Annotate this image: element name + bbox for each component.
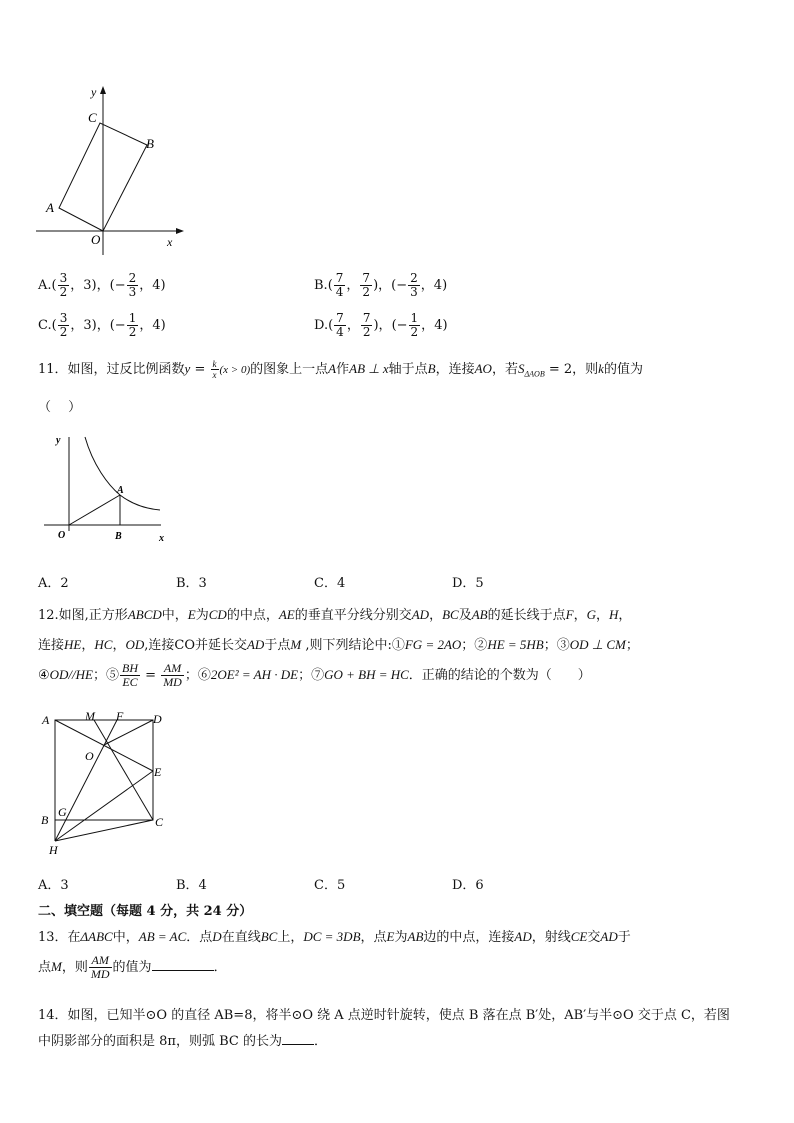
text: ， (573, 608, 587, 623)
math: E (386, 929, 395, 944)
value: 4 (434, 318, 443, 333)
q12-option-a[interactable]: A．3 (38, 878, 69, 893)
math: = (141, 668, 161, 683)
text: ， (81, 638, 95, 653)
label-E: E (154, 765, 162, 779)
denominator: 4 (335, 285, 344, 299)
math: HE (64, 637, 82, 652)
comma: ， (378, 278, 392, 293)
q14-stem-line2 (38, 1030, 327, 1049)
q12-option-c[interactable]: C．5 (314, 878, 346, 893)
math: AD (246, 637, 265, 652)
answer-blank[interactable] (282, 1044, 314, 1045)
segment-OD (104, 720, 153, 745)
value: 4 (152, 278, 161, 293)
paren: ) (373, 278, 379, 293)
math: 2OE² = AH · DE (210, 667, 299, 682)
text: 中阴影部分的面积是 8π，则弧 BC 的长为 (38, 1034, 282, 1049)
q12-option-d[interactable]: D．6 (452, 878, 484, 893)
text: 中， (161, 608, 188, 623)
value: 3 (83, 278, 92, 293)
denominator: MD (163, 675, 182, 689)
fraction (408, 272, 420, 299)
value: 4 (433, 278, 443, 293)
numerator: 1 (410, 311, 419, 325)
math: HE = 5HB (487, 637, 544, 652)
label-O: O (58, 530, 66, 541)
label-C: C (155, 815, 164, 829)
segment-FH (55, 720, 117, 841)
fraction (409, 312, 421, 339)
text: ． (213, 960, 227, 975)
math: HC (94, 637, 113, 652)
comma: ， (96, 278, 110, 293)
text: 于点 (264, 638, 291, 653)
q12-stem-line2 (38, 634, 639, 653)
math: y (184, 361, 191, 376)
text: 边的中点，连接 (423, 930, 515, 945)
math: AD (514, 929, 532, 944)
numerator: 1 (128, 311, 137, 325)
denominator: 2 (362, 285, 371, 299)
label-A: A (42, 713, 50, 727)
q13-stem-line2 (38, 954, 227, 981)
text: 的图象上一点 (250, 362, 329, 377)
comma: ， (420, 278, 434, 293)
option-label: D. (314, 318, 329, 333)
option-label: C. (38, 318, 52, 333)
q12-figure (36, 708, 176, 860)
text: ，则 (61, 960, 88, 975)
comma: ， (421, 318, 435, 333)
denominator: 2 (59, 285, 68, 299)
q11-option-a[interactable]: A．2 (38, 576, 69, 591)
math: G (586, 607, 596, 622)
q11-option-b[interactable]: B．3 (176, 576, 207, 591)
text: 交 (587, 930, 601, 945)
numerator: BH (122, 661, 139, 675)
label-x: x (167, 235, 173, 249)
math: CD (208, 607, 227, 622)
label-C: C (88, 110, 97, 125)
denominator: 2 (59, 325, 68, 339)
math: ΔABC (80, 929, 113, 944)
math: A (328, 361, 337, 376)
text: ；⑥ (184, 668, 211, 683)
label-A: A (117, 485, 124, 496)
option-label: B. (314, 278, 328, 293)
denominator: 2 (410, 325, 419, 339)
q10-option-b[interactable] (314, 272, 447, 299)
paren: (− (109, 318, 126, 333)
comma: ， (378, 318, 392, 333)
option-label: A. (38, 278, 52, 293)
math: H (609, 607, 619, 622)
text: ,则下列结论中: (301, 638, 392, 653)
math: = (190, 362, 210, 377)
math: F (565, 607, 574, 622)
text: 连接 (38, 638, 65, 653)
q10-option-a[interactable] (38, 272, 166, 299)
text: 的中点， (226, 608, 279, 623)
text: 轴于点 (388, 362, 428, 377)
paren: (− (391, 278, 408, 293)
paren: ) (442, 318, 448, 333)
math: ABCD (127, 607, 162, 622)
text: ④ (38, 668, 50, 683)
label-F: F (116, 709, 124, 723)
label-B: B (41, 813, 49, 827)
comma: ， (139, 278, 153, 293)
comma: ， (70, 318, 84, 333)
math: OD (125, 637, 145, 652)
numerator: 7 (362, 271, 371, 285)
label-H: H (49, 843, 58, 857)
math: M (290, 637, 302, 652)
text: ．点 (186, 930, 213, 945)
text: ； (625, 638, 639, 653)
text: ，连接 (435, 362, 475, 377)
numerator: 2 (128, 271, 137, 285)
fraction (120, 662, 140, 689)
fraction (58, 272, 70, 299)
paren: ( (327, 278, 333, 293)
section-heading: 二、填空题（每题 4 分，共 24 分） (38, 904, 253, 919)
math: GO + BH = HC (324, 667, 409, 682)
math: D (212, 929, 222, 944)
math: BC (260, 929, 278, 944)
paren: ) (91, 278, 97, 293)
math: CE (570, 929, 588, 944)
math: FG = 2AO (404, 637, 462, 652)
paren: ) (442, 278, 448, 293)
text: ，射线 (531, 930, 571, 945)
fraction (334, 272, 346, 299)
text: 12.如图,正方形 (38, 608, 128, 623)
paren: (− (391, 318, 408, 333)
label-y: y (56, 435, 61, 446)
fraction (360, 272, 372, 299)
text: 作 (336, 362, 350, 377)
denominator: EC (122, 675, 138, 689)
numerator: AM (161, 662, 184, 676)
comma: ， (346, 318, 360, 333)
text: 的值为 (112, 960, 152, 975)
comma: ， (346, 278, 360, 293)
text: 为 (394, 930, 408, 945)
text: ．正确的结论的个数为（ ） (408, 668, 591, 683)
numerator: 7 (336, 311, 344, 325)
text: 的延长线于点 (487, 608, 566, 623)
math: AD (411, 607, 430, 622)
text: ，若 (491, 362, 518, 377)
fraction (58, 312, 70, 339)
math: (x > 0) (219, 364, 251, 376)
paren: ( (51, 278, 57, 293)
y-axis-arrow-icon (100, 86, 106, 94)
label-O: O (85, 749, 94, 763)
q12-stem-line1 (38, 604, 631, 623)
comma: ， (70, 278, 84, 293)
numerator: 7 (335, 271, 344, 285)
comma: ， (96, 318, 110, 333)
denominator: 2 (128, 325, 137, 339)
text: ， (429, 608, 443, 623)
paren: ( (51, 318, 57, 333)
math: DC = 3DB (303, 929, 361, 944)
label-A: A (46, 200, 54, 215)
q12-option-b[interactable]: B．4 (176, 878, 207, 893)
text: 的垂直平分线分别交 (294, 608, 412, 623)
text: 在直线 (221, 930, 261, 945)
math: AE (278, 607, 295, 622)
denominator: 3 (410, 285, 418, 299)
text: 点 (38, 960, 52, 975)
label-M: M (85, 709, 95, 723)
numerator: 3 (59, 271, 68, 285)
math: B (427, 361, 436, 376)
label-O: O (91, 232, 101, 247)
text: 11．如图，过反比例函数 (38, 362, 185, 377)
label-G: G (58, 805, 67, 819)
text: ，点 (360, 930, 387, 945)
numerator: AM (89, 954, 112, 968)
q11-option-c[interactable]: C．4 (314, 576, 346, 591)
value: 3 (83, 318, 92, 333)
text: 13．在 (38, 930, 81, 945)
q10-option-d[interactable] (314, 312, 448, 339)
text: ， (596, 608, 610, 623)
text: 上， (277, 930, 304, 945)
value: 4 (152, 318, 161, 333)
q11-figure (38, 425, 178, 550)
math: E (187, 607, 196, 622)
label-B: B (146, 136, 154, 151)
text: ；② (461, 638, 488, 653)
math: M (51, 959, 62, 974)
math: AB ⊥ x (349, 361, 389, 376)
paren: (− (109, 278, 126, 293)
q14-stem-line1: 14．如图，已知半⊙O 的直径 AB=8，将半⊙O 绕 A 点逆时针旋转，使点 B 落在点 B′处，AB′与半⊙O 交于点 C，若图 (38, 1008, 730, 1023)
fraction (89, 954, 112, 981)
fraction (161, 662, 184, 689)
denominator: 2 (362, 325, 371, 339)
numerator: 2 (410, 271, 418, 285)
fraction (334, 312, 346, 339)
denominator: MD (90, 967, 110, 981)
q12-stem-line3 (38, 662, 591, 689)
label-y: y (91, 85, 97, 99)
comma: ， (139, 318, 153, 333)
numerator: 3 (59, 311, 68, 325)
text: 为 (195, 608, 209, 623)
math: AD (600, 929, 618, 944)
text: 于 (617, 930, 631, 945)
x-axis-arrow-icon (176, 228, 184, 234)
fraction (127, 312, 139, 339)
text: ；⑦ (298, 668, 325, 683)
text: ， (112, 638, 126, 653)
answer-blank[interactable] (152, 970, 214, 971)
hyperbola-curve (85, 437, 160, 510)
q10-figure (30, 80, 190, 260)
text: ． (313, 1034, 327, 1049)
math: BC (442, 607, 459, 622)
math: AO (474, 361, 492, 376)
paren: ) (160, 318, 166, 333)
q11-paren: （ ） (38, 400, 82, 415)
denominator: 4 (336, 325, 344, 339)
math: k (598, 361, 604, 376)
label-B: B (115, 531, 122, 542)
numerator: 7 (362, 311, 371, 325)
math: AB = AC (138, 929, 187, 944)
math: OD//HE (49, 667, 93, 682)
math: AB (471, 607, 488, 622)
paren: ) (160, 278, 166, 293)
math: = 2 (544, 362, 573, 377)
fraction (127, 272, 139, 299)
segment-OA (69, 495, 120, 525)
text: ；⑤ (93, 668, 120, 683)
text: ；③ (543, 638, 570, 653)
text: 的值为 (603, 362, 643, 377)
fraction (211, 359, 219, 380)
q10-option-c[interactable] (38, 312, 166, 339)
q11-stem (38, 358, 643, 380)
text: 中， (112, 930, 139, 945)
q13-stem-line1 (38, 926, 631, 945)
fraction (361, 312, 373, 339)
label-x: x (159, 533, 164, 544)
text: ,连接CO并延长交 (144, 638, 247, 653)
paren: ( (328, 318, 334, 333)
label-D: D (153, 712, 162, 726)
denominator: 3 (128, 285, 137, 299)
q11-option-d[interactable]: D．5 (452, 576, 484, 591)
square-abcd (55, 720, 153, 820)
numerator: k (212, 359, 217, 369)
math: AB (407, 929, 424, 944)
text: ， (618, 608, 632, 623)
text: 及 (458, 608, 472, 623)
text: ① (391, 638, 405, 653)
math: S (517, 361, 525, 376)
math: OD ⊥ CM (569, 637, 626, 652)
paren: ) (373, 318, 379, 333)
paren: ) (91, 318, 97, 333)
math: ΔAOB (524, 369, 545, 379)
text: ，则 (572, 362, 599, 377)
denominator: x (212, 370, 217, 380)
